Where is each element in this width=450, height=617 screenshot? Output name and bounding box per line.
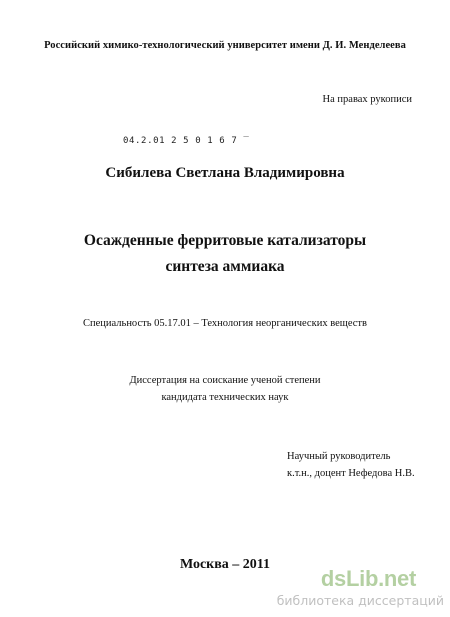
degree-line-1: Диссертация на соискание ученой степени: [129, 375, 321, 386]
watermark-logo: dsLib.net: [320, 566, 416, 591]
degree-statement: [0, 372, 450, 406]
city-year: Москва – 2011: [179, 557, 271, 572]
supervisor-block: [287, 448, 415, 482]
degree-line-2: кандидата технических наук: [161, 392, 289, 403]
rights-note: На правах рукописи: [322, 94, 412, 105]
title-line-1: Осажденные ферритовые катализаторы: [83, 232, 367, 249]
title-line-2: синтеза аммиака: [165, 258, 285, 275]
archive-stamp: 04.2.01 2 5 0 1 6 7 ‾: [123, 136, 250, 146]
supervisor-name: к.т.н., доцент Нефедова Н.В.: [287, 468, 415, 479]
author-name: Сибилева Светлана Владимировна: [105, 165, 345, 181]
supervisor-role: Научный руководитель: [287, 451, 391, 462]
university-name: Российский химико-технологический университет имени Д. И. Менделеева: [44, 40, 406, 51]
dslib-watermark[interactable]: [254, 566, 444, 612]
dissertation-title: [0, 228, 450, 280]
watermark-subtitle: библиотека диссертаций: [276, 593, 444, 608]
specialty-line: Специальность 05.17.01 – Технология неорганических веществ: [83, 318, 367, 329]
